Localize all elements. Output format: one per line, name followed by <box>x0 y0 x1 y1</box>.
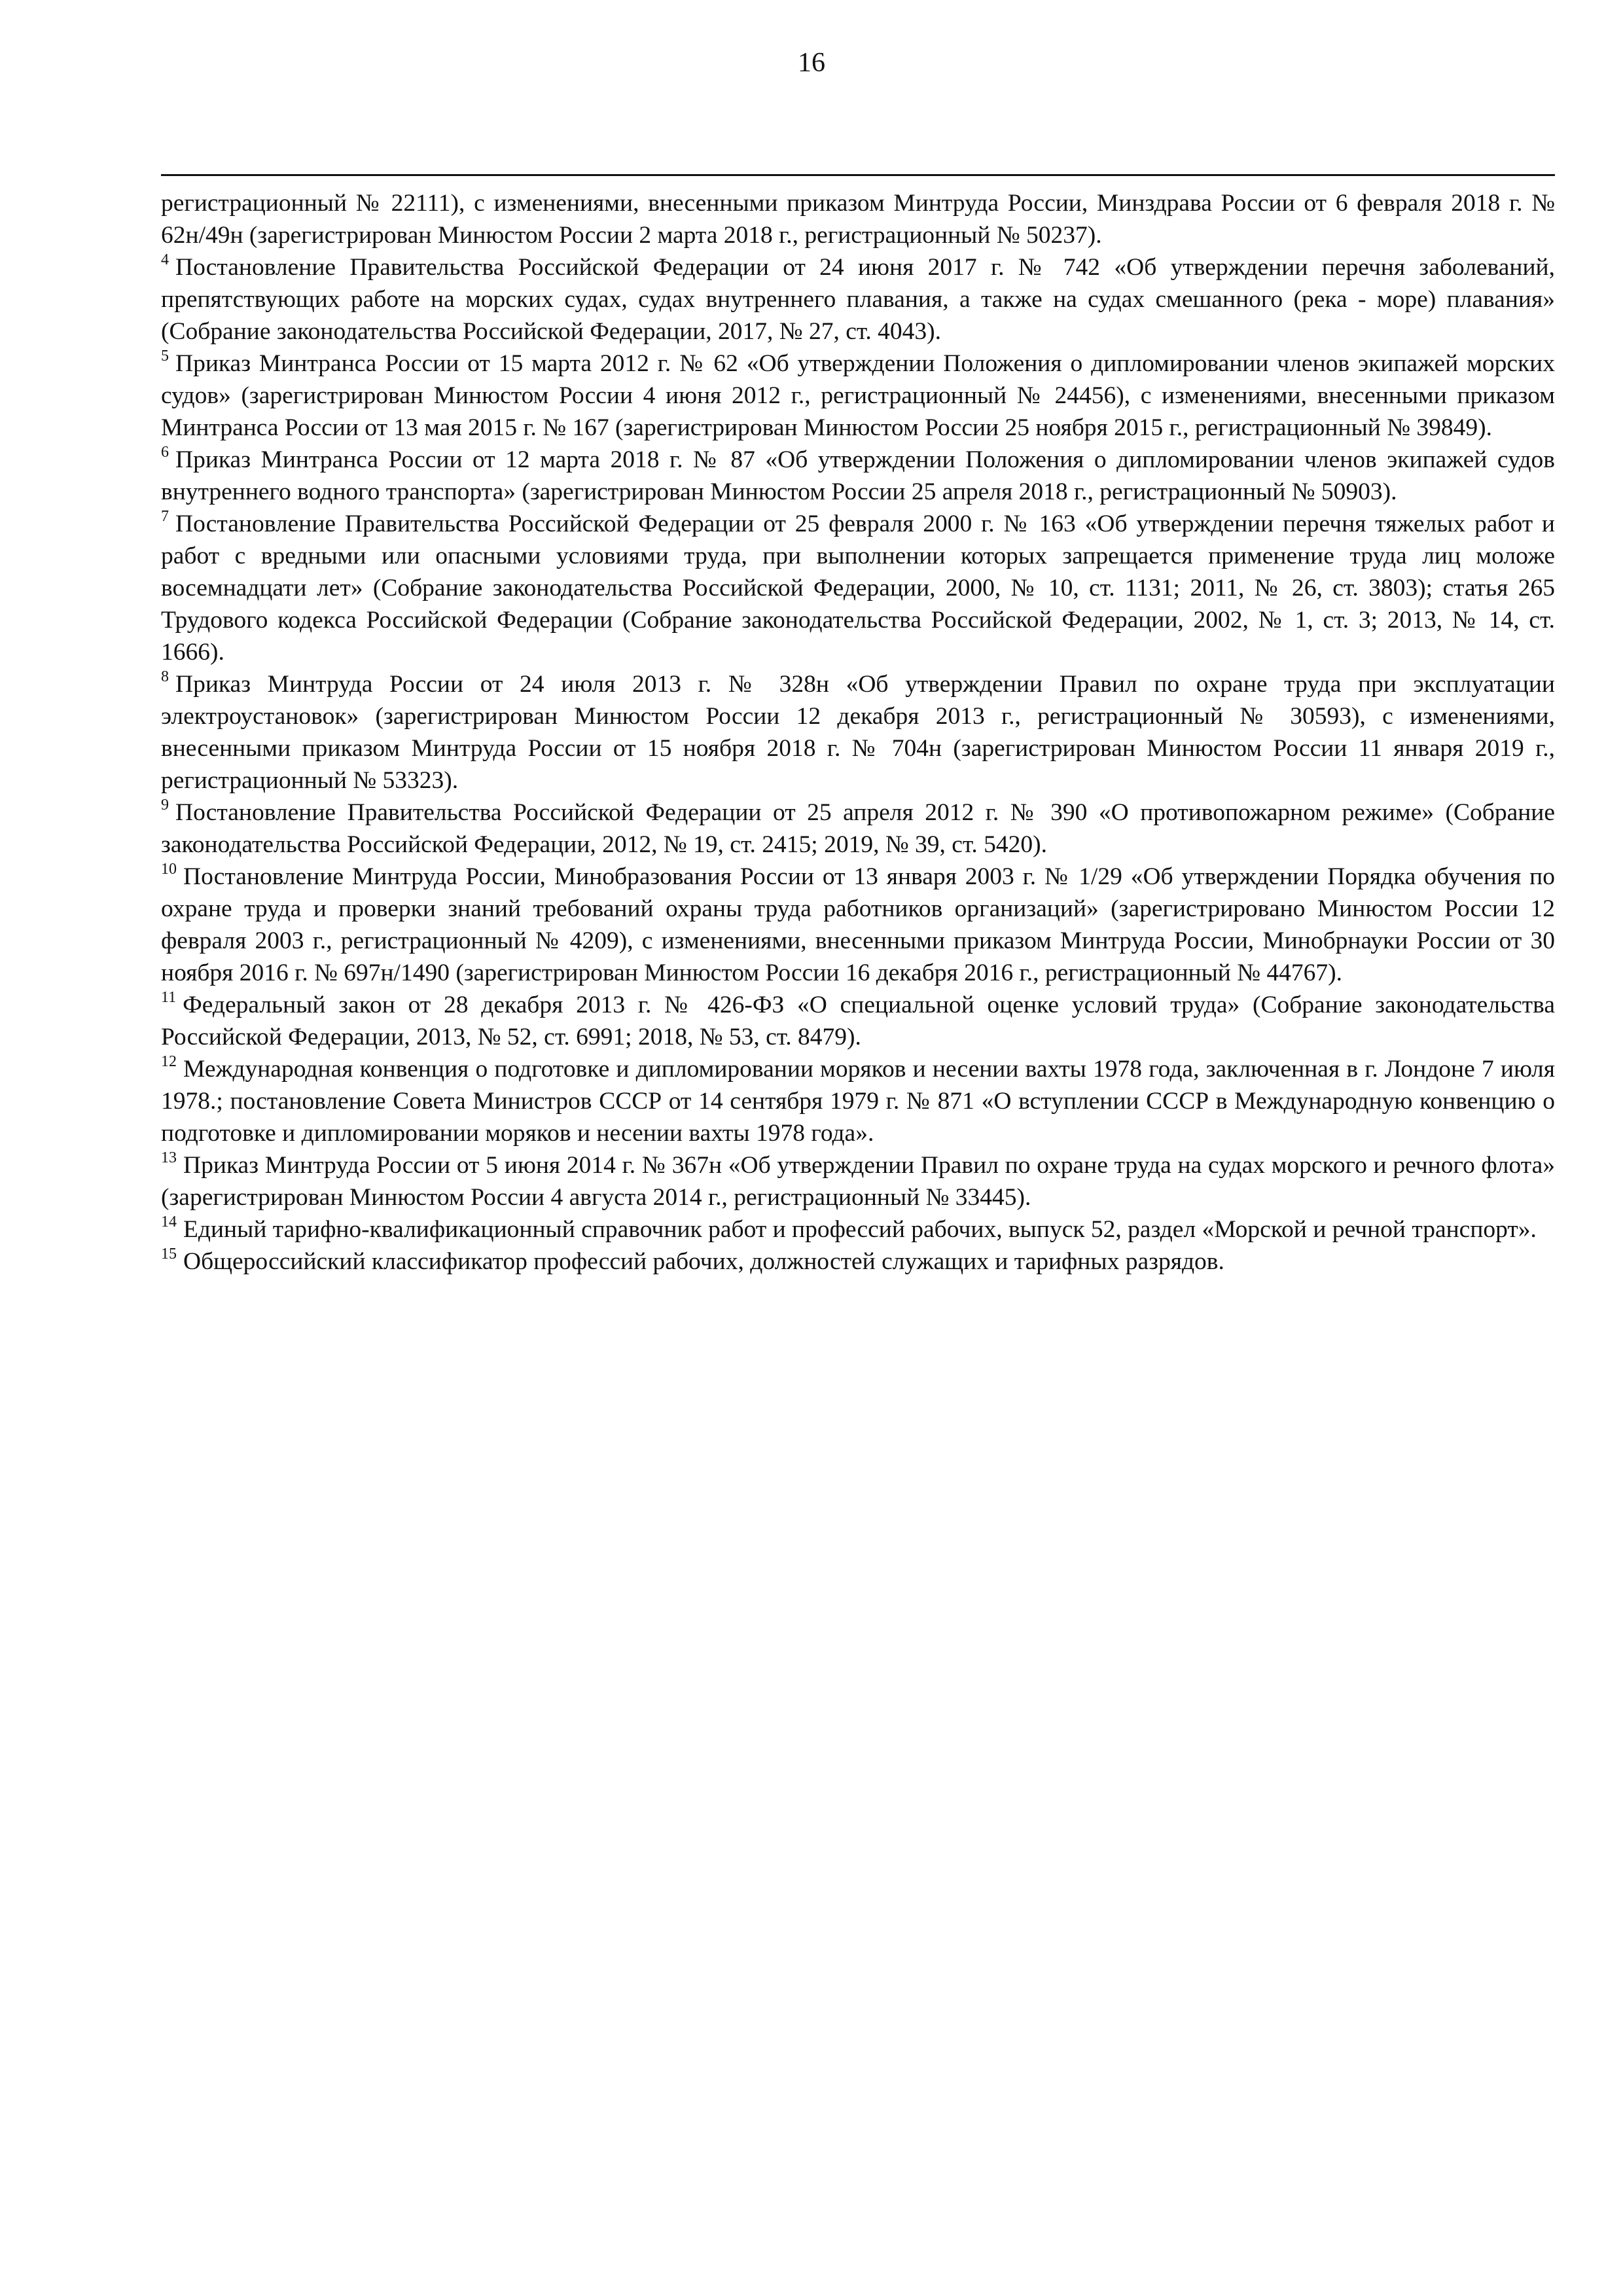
footnote-marker: 10 <box>161 861 177 878</box>
footnote-14 <box>161 1213 1555 1246</box>
footnote-text: регистрационный № 22111), с изменениями, внесенными приказом Минтруда России, Минздрава России от 6 февраля 2018 г. № 62н/49н (зарегистрирован Минюстом России 2 марта 2018 г., регистрационный № 50237). <box>161 190 1555 249</box>
footnote-marker: 13 <box>161 1149 177 1166</box>
footnote-continued <box>161 187 1555 251</box>
footnote-4 <box>161 251 1555 348</box>
footnote-text: Постановление Правительства Российской Федерации от 24 июня 2017 г. № 742 «Об утверждении перечня заболеваний, препятствующих работе на морских судах, судах внутреннего плавания, а также на судах смешанного (река - море) плавания» (Собрание законодательства Российской Федерации, 2017, № 27, ст. 4043). <box>161 254 1555 345</box>
footnote-marker: 14 <box>161 1213 177 1230</box>
footnote-text: Приказ Минтруда России от 5 июня 2014 г. № 367н «Об утверждении Правил по охране труда на судах морского и речного флота» (зарегистрирован Минюстом России 4 августа 2014 г., регистрационный № 33445). <box>161 1152 1555 1211</box>
footnote-marker: 12 <box>161 1053 177 1070</box>
footnote-13 <box>161 1149 1555 1213</box>
footnote-marker: 15 <box>161 1246 177 1263</box>
footnote-5 <box>161 348 1555 444</box>
footnote-text: Единый тарифно-квалификационный справочник работ и профессий рабочих, выпуск 52, раздел «Морской и речной транспорт». <box>183 1216 1537 1243</box>
footnote-9 <box>161 797 1555 861</box>
footnote-text: Международная конвенция о подготовке и дипломировании моряков и несении вахты 1978 года, заключенная в г. Лондоне 7 июля 1978.; постановление Совета Министров СССР от 14 сентября 1979 г. № 871 «О вступлении СССР в Международную конвенцию о подготовке и дипломировании моряков и несении вахты 1978 года». <box>161 1056 1555 1147</box>
footnotes-block <box>161 187 1555 1278</box>
footnote-marker: 4 <box>161 251 169 268</box>
footnote-marker: 5 <box>161 348 169 365</box>
footnote-text: Общероссийский классификатор профессий рабочих, должностей служащих и тарифных разрядов. <box>183 1248 1224 1275</box>
footnote-11 <box>161 989 1555 1053</box>
footnote-15 <box>161 1246 1555 1278</box>
footnote-text: Постановление Правительства Российской Федерации от 25 февраля 2000 г. № 163 «Об утверждении перечня тяжелых работ и работ с вредными или опасными условиями труда, при выполнении которых запрещается применение труда лиц моложе восемнадцати лет» (Собрание законодательства Российской Федерации, 2000, № 10, ст. 1131; 2011, № 26, ст. 3803); статья 265 Трудового кодекса Российской Федерации (Собрание законодательства Российской Федерации, 2002, № 1, ст. 3; 2013, № 14, ст. 1666). <box>161 511 1555 666</box>
footnote-text: Приказ Минтруда России от 24 июля 2013 г. № 328н «Об утверждении Правил по охране труда при эксплуатации электроустановок» (зарегистрирован Минюстом России 12 декабря 2013 г., регистрационный № 30593), с изменениями, внесенными приказом Минтруда России от 15 ноября 2018 г. № 704н (зарегистрирован Минюстом России 11 января 2019 г., регистрационный № 53323). <box>161 671 1555 794</box>
footnote-text: Постановление Правительства Российской Федерации от 25 апреля 2012 г. № 390 «О противопожарном режиме» (Собрание законодательства Российской Федерации, 2012, № 19, ст. 2415; 2019, № 39, ст. 5420). <box>161 799 1555 858</box>
footnote-marker: 9 <box>161 797 169 814</box>
footnote-separator-rule <box>161 174 1555 176</box>
footnote-marker: 6 <box>161 444 169 461</box>
footnote-marker: 8 <box>161 668 169 685</box>
page-number: 16 <box>798 48 825 78</box>
footnote-6 <box>161 444 1555 508</box>
footnote-7 <box>161 508 1555 668</box>
footnote-marker: 7 <box>161 508 169 525</box>
footnote-text: Постановление Минтруда России, Минобразования России от 13 января 2003 г. № 1/29 «Об утверждении Порядка обучения по охране труда и проверки знаний требований охраны труда работников организаций» (зарегистрировано Минюстом России 12 февраля 2003 г., регистрационный № 4209), с изменениями, внесенными приказом Минтруда России, Минобрнауки России от 30 ноября 2016 г. № 697н/1490 (зарегистрирован Минюстом России 16 декабря 2016 г., регистрационный № 44767). <box>161 863 1555 986</box>
footnote-marker: 11 <box>161 989 177 1006</box>
footnote-text: Приказ Минтранса России от 15 марта 2012 г. № 62 «Об утверждении Положения о дипломировании членов экипажей морских судов» (зарегистрирован Минюстом России 4 июня 2012 г., регистрационный № 24456), с изменениями, внесенными приказом Минтранса России от 13 мая 2015 г. № 167 (зарегистрирован Минюстом России 25 ноября 2015 г., регистрационный № 39849). <box>161 350 1555 441</box>
footnote-10 <box>161 861 1555 989</box>
footnote-text: Федеральный закон от 28 декабря 2013 г. № 426-ФЗ «О специальной оценке условий труда» (Собрание законодательства Российской Федерации, 2013, № 52, ст. 6991; 2018, № 53, ст. 8479). <box>161 992 1555 1050</box>
footnote-12 <box>161 1053 1555 1149</box>
footnote-text: Приказ Минтранса России от 12 марта 2018 г. № 87 «Об утверждении Положения о дипломировании членов экипажей судов внутреннего водного транспорта» (зарегистрирован Минюстом России 25 апреля 2018 г., регистрационный № 50903). <box>161 446 1555 505</box>
footnote-8 <box>161 668 1555 797</box>
